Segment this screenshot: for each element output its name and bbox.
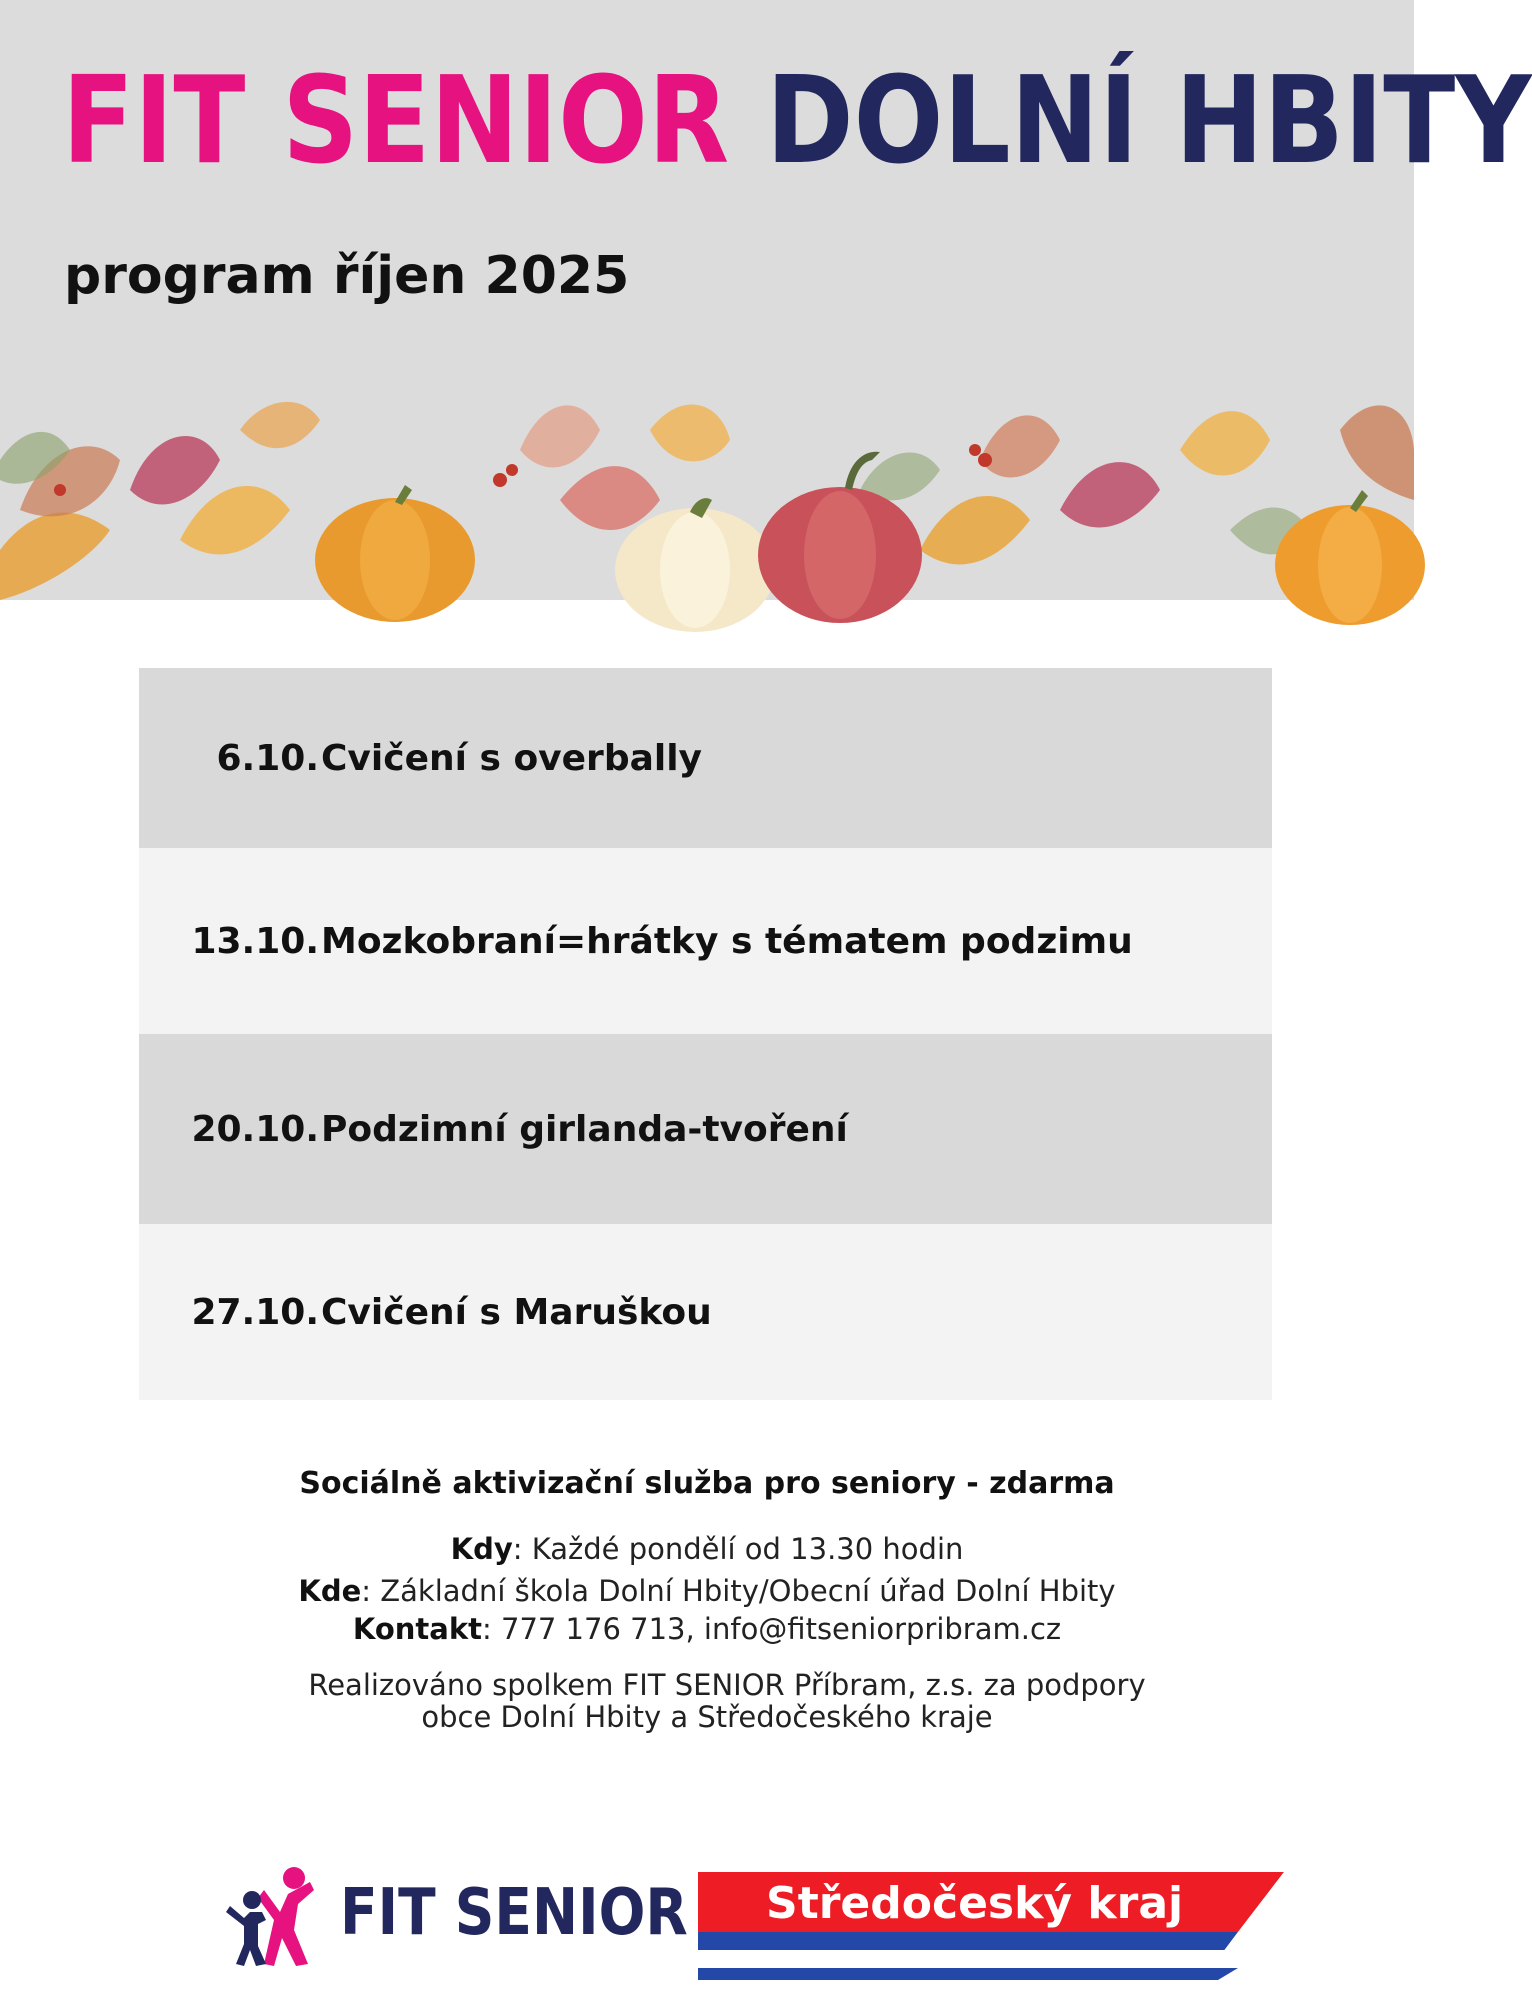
autumn-leaves-pumpkins-illustration <box>0 390 1414 600</box>
title-fit-senior: FIT SENIOR <box>62 52 730 191</box>
fit-senior-figures-icon <box>222 1860 332 1970</box>
schedule-date: 13.10. <box>191 920 319 962</box>
schedule-activity: Mozkobraní=hrátky s tématem podzimu <box>321 920 1133 962</box>
when-line <box>0 1532 1414 1566</box>
schedule-row <box>139 1224 1272 1400</box>
service-description: Sociálně aktivizační služba pro seniory - zdarma <box>299 1466 1115 1501</box>
where-label: Kde <box>298 1574 362 1608</box>
program-subtitle: program říjen 2025 <box>64 246 630 306</box>
schedule-date: 27.10. <box>191 1291 319 1333</box>
fit-senior-logo-text: FIT SENIOR <box>340 1876 688 1950</box>
footer-logos <box>0 1860 1414 1970</box>
fit-senior-logo <box>222 1860 688 1970</box>
schedule-activity: Cvičení s overbally <box>321 737 703 779</box>
header <box>0 0 1532 600</box>
where-line <box>0 1574 1414 1608</box>
schedule-table <box>139 668 1272 1400</box>
schedule-row <box>139 1034 1272 1224</box>
stredocesky-kraj-logo <box>698 1872 1288 1980</box>
contact-value: : 777 176 713, info@fitseniorpribram.cz <box>482 1612 1062 1646</box>
when-label: Kdy <box>450 1532 513 1566</box>
schedule-activity: Podzimní girlanda-tvoření <box>321 1108 848 1150</box>
schedule-date: 6.10. <box>216 737 319 779</box>
title-dolni-hbity: DOLNÍ HBITY <box>765 52 1532 191</box>
schedule-row <box>139 668 1272 848</box>
realized-line-1: Realizováno spolkem FIT SENIOR Příbram, z.s. za podpory <box>308 1668 1146 1702</box>
schedule-row <box>139 848 1272 1034</box>
when-value: : Každé pondělí od 13.30 hodin <box>512 1532 964 1566</box>
contact-line <box>0 1612 1414 1646</box>
schedule-activity: Cvičení s Maruškou <box>321 1291 712 1333</box>
schedule-date: 20.10. <box>191 1108 319 1150</box>
page-title <box>62 52 1532 191</box>
kraj-logo-text: Středočeský kraj <box>766 1878 1184 1929</box>
contact-label: Kontakt <box>352 1612 482 1646</box>
realized-line-2: obce Dolní Hbity a Středočeského kraje <box>421 1700 993 1734</box>
where-value: : Základní škola Dolní Hbity/Obecní úřad Dolní Hbity <box>361 1574 1116 1608</box>
